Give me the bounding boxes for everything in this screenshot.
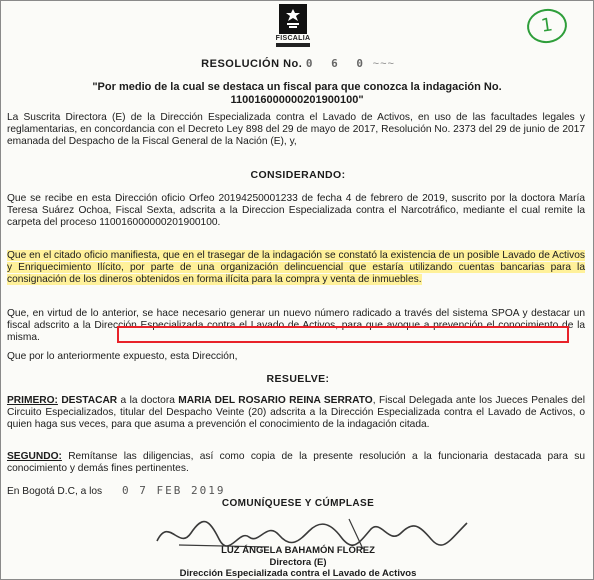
- segundo-paragraph: [7, 451, 585, 475]
- resolution-number: 0 6 0: [305, 57, 369, 70]
- primero-text-a: a la doctora: [117, 395, 179, 406]
- page-number-mark: 1: [525, 6, 569, 45]
- primero-text-b: , Fiscal Delegada ante los Jueces Penales del Circuito Especializados, titular del Despacho Veinte (20) adscrita a la Dirección Especializada contra el Lavado de Activos, o quien haga sus veces, para que asuma a prevención el conocimiento de la indagación citada.: [7, 395, 585, 430]
- segundo-label: SEGUNDO:: [7, 451, 62, 462]
- handwritten-scribble: ~~~: [372, 58, 395, 70]
- red-highlight-box: [117, 326, 569, 343]
- resolution-subtitle: "Por medio de la cual se destaca un fiscal para que conozca la indagación No. 110016000000201900100": [92, 81, 502, 106]
- paragraph-3-start: Que, en virtud de lo anterior, se hace necesario generar un nuevo número radicado a través del sistema SPOA y destacar un fiscal adscrito a la Dirección Especializada contra el Lavado de Activos: [7, 308, 585, 331]
- coat-of-arms-icon: [279, 4, 307, 34]
- considerando-paragraph-1: Que se recibe en esta Dirección oficio Orfeo 20194250001233 de fecha 4 de febrero de 2019, suscrito por la doctora María Teresa Suárez Ochoa, Fiscal Sexta, adscrita a la Direccion Especializada contra el Narcotráfico, mediante el cual remite la carpeta del proceso 110016000000201900100.: [7, 193, 585, 228]
- resuelve-heading: RESUELVE:: [266, 373, 330, 385]
- closing-place: En Bogotá D.C, a los: [7, 486, 103, 497]
- primero-paragraph: [7, 395, 585, 430]
- signer-role: Directora (E): [269, 557, 327, 568]
- signer-name: LUZ ÁNGELA BAHAMÓN FLÓREZ: [221, 545, 375, 556]
- logo-subline: [276, 43, 310, 47]
- closing-place-date: [7, 485, 407, 498]
- date-stamp: 0 7 FEB 2019: [121, 484, 226, 497]
- signer-directorate: Dirección Especializada contra el Lavado de Activos: [179, 568, 417, 579]
- highlighted-text: Que en el citado oficio manifiesta, que en el trasegar de la indagación se constató la existencia de un posible Lavado de Activos y Enriquecimiento Ilícito, por parte de una organización delincuencial que estaría utilizando cuentas bancarias para la consignación de los dineros obtenidos en forma ilícita para la compra y venta de inmuebles.: [7, 250, 585, 285]
- considerando-paragraph-4: Que por lo anteriormente expuesto, esta Dirección,: [7, 351, 238, 362]
- considerando-heading: CONSIDERANDO:: [250, 169, 346, 181]
- segundo-text: Remítanse las diligencias, así como copia de la presente resolución a la funcionaria destacada para su conocimiento y demás fines pertinentes.: [7, 451, 585, 474]
- paragraph-3-end: , para que avoque a prevención el conocimiento de la misma.: [7, 319, 586, 343]
- intro-paragraph: La Suscrita Directora (E) de la Dirección Especializada contra el Lavado de Activos, en uso de las facultades legales y reglamentarias, en concordancia con el Decreto Ley 898 del 29 de mayo de 2017, Resolución No. 2373 del 29 de junio de 2017 emanada del Despacho de la Fiscal General de la Nación (E), y,: [7, 112, 585, 147]
- primero-label: PRIMERO:: [7, 395, 58, 406]
- resolution-title: [1, 57, 594, 70]
- comuniquese-heading: COMUNÍQUESE Y CÚMPLASE: [221, 498, 375, 509]
- fiscalia-logo: [263, 4, 323, 50]
- fiscal-name: MARIA DEL ROSARIO REINA SERRATO: [178, 395, 373, 406]
- primero-verb: DESTACAR: [61, 395, 118, 406]
- considerando-paragraph-2: [7, 250, 585, 285]
- resolution-label: RESOLUCIÓN No.: [201, 58, 303, 70]
- logo-name: FISCALIA: [275, 35, 311, 42]
